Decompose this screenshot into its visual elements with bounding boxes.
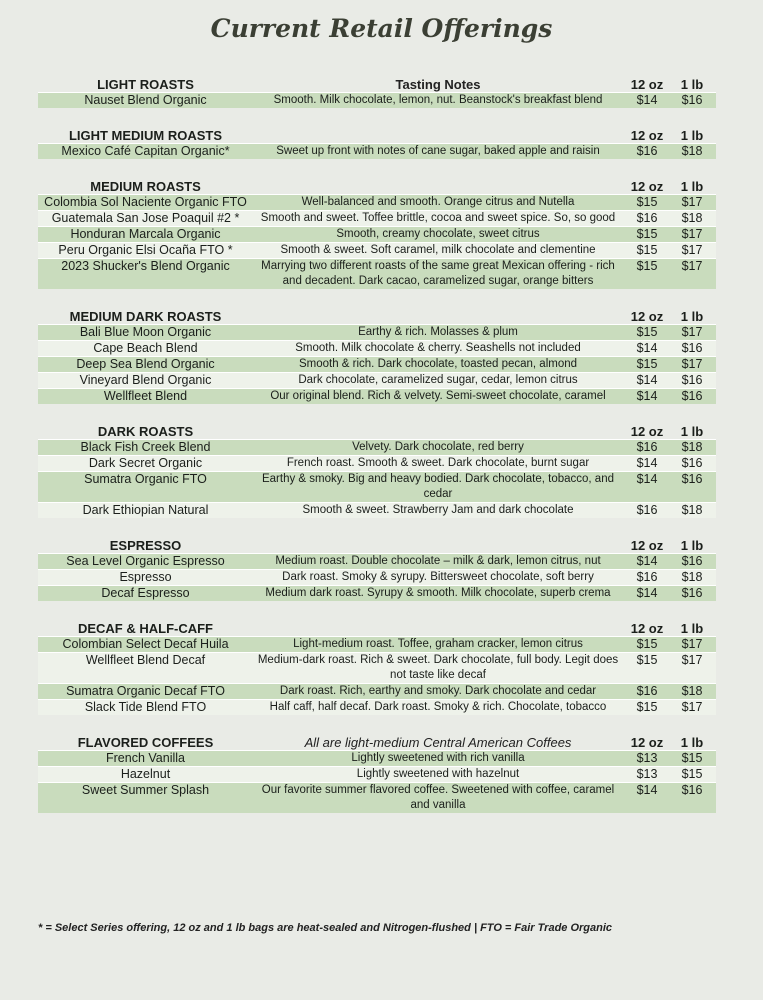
price-1lb: $17: [681, 637, 703, 651]
section-title: ESPRESSO: [109, 538, 182, 553]
coffee-name: Bali Blue Moon Organic: [79, 325, 212, 339]
menu-item-row: [38, 652, 716, 683]
menu-item-row: [38, 569, 716, 585]
menu-item-row: [38, 455, 716, 471]
section-note: All are light-medium Central American Coffees: [304, 735, 572, 750]
price-12oz: $14: [636, 472, 658, 486]
tasting-notes: French roast. Smooth & sweet. Dark chocolate, burnt sugar: [286, 457, 590, 469]
tasting-notes: Dark roast. Rich, earthy and smoky. Dark chocolate and cedar: [279, 685, 597, 697]
tasting-notes: Smooth. Milk chocolate & cherry. Seashells not included: [295, 342, 581, 354]
menu-section: [38, 732, 716, 813]
coffee-name: Sumatra Organic Decaf FTO: [66, 684, 225, 698]
size-1lb-header: 1 lb: [680, 538, 704, 553]
price-1lb: $16: [681, 783, 703, 797]
tasting-notes: Dark chocolate, caramelized sugar, cedar, lemon citrus: [298, 374, 578, 386]
menu-item-row: [38, 143, 716, 159]
size-1lb-header: 1 lb: [680, 77, 704, 92]
section-title: DARK ROASTS: [97, 424, 194, 439]
price-12oz: $15: [636, 259, 658, 273]
tasting-notes: Smooth. Milk chocolate, lemon, nut. Beanstock's breakfast blend: [273, 94, 603, 106]
menu-item-row: [38, 226, 716, 242]
price-1lb: $17: [681, 357, 703, 371]
price-1lb: $16: [681, 389, 703, 403]
coffee-name: Dark Ethiopian Natural: [82, 503, 209, 517]
price-12oz: $14: [636, 341, 658, 355]
menu-section: [38, 125, 716, 159]
section-header: [38, 732, 716, 750]
tasting-notes: Velvety. Dark chocolate, red berry: [352, 441, 524, 453]
price-12oz: $16: [636, 570, 658, 584]
menu-item-row: [38, 210, 716, 226]
size-12oz-header: 12 oz: [630, 735, 664, 750]
tasting-notes: Light-medium roast. Toffee, graham cracker, lemon citrus: [293, 638, 583, 650]
price-12oz: $16: [636, 503, 658, 517]
coffee-name: Honduran Marcala Organic: [70, 227, 221, 241]
menu-item-row: [38, 340, 716, 356]
price-12oz: $13: [636, 767, 658, 781]
tasting-notes: Our favorite summer flavored coffee. Sweetened with coffee, caramel and vanilla: [261, 784, 615, 811]
section-header: [38, 125, 716, 143]
menu-item-row: [38, 502, 716, 518]
menu-item-row: [38, 699, 716, 715]
tasting-notes: Lightly sweetened with hazelnut: [356, 768, 520, 780]
price-12oz: $13: [636, 751, 658, 765]
section-header: [38, 535, 716, 553]
menu-item-row: [38, 782, 716, 813]
price-12oz: $16: [636, 684, 658, 698]
menu-item-row: [38, 242, 716, 258]
price-1lb: $17: [681, 325, 703, 339]
coffee-name: Hazelnut: [120, 767, 171, 781]
page-title: Current Retail Offerings: [210, 14, 553, 43]
price-1lb: $15: [681, 751, 703, 765]
section-title: FLAVORED COFFEES: [77, 735, 214, 750]
coffee-name: French Vanilla: [106, 751, 185, 765]
tasting-notes: Medium-dark roast. Rich & sweet. Dark chocolate, full body. Legit does not taste like decaf: [257, 654, 619, 681]
menu-section: [38, 176, 716, 289]
section-header: [38, 618, 716, 636]
price-12oz: $15: [636, 227, 658, 241]
tasting-notes: Smooth & sweet. Strawberry Jam and dark chocolate: [302, 504, 574, 516]
menu-item-row: [38, 92, 716, 108]
coffee-name: Deep Sea Blend Organic: [76, 357, 215, 371]
price-1lb: $18: [681, 684, 703, 698]
price-12oz: $15: [636, 653, 658, 667]
menu-item-row: [38, 471, 716, 502]
price-1lb: $16: [681, 456, 703, 470]
price-12oz: $14: [636, 783, 658, 797]
coffee-name: Nauset Blend Organic: [84, 93, 207, 107]
menu-item-row: [38, 439, 716, 455]
coffee-name: Colombian Select Decaf Huila: [62, 637, 229, 651]
coffee-name: Colombia Sol Naciente Organic FTO: [44, 195, 247, 209]
coffee-name: 2023 Shucker's Blend Organic: [61, 259, 230, 273]
tasting-notes: Smooth and sweet. Toffee brittle, cocoa and sweet spice. So, so good: [260, 212, 616, 224]
coffee-name: Decaf Espresso: [101, 586, 190, 600]
price-1lb: $15: [681, 767, 703, 781]
coffee-name: Black Fish Creek Blend: [80, 440, 211, 454]
price-1lb: $18: [681, 440, 703, 454]
price-1lb: $16: [681, 341, 703, 355]
section-title: LIGHT ROASTS: [97, 77, 194, 92]
price-12oz: $16: [636, 211, 658, 225]
menu-item-row: [38, 258, 716, 289]
section-title: LIGHT MEDIUM ROASTS: [68, 128, 223, 143]
price-12oz: $15: [636, 700, 658, 714]
coffee-name: Cape Beach Blend: [93, 341, 198, 355]
menu-section: [38, 535, 716, 601]
coffee-name: Sea Level Organic Espresso: [66, 554, 225, 568]
price-1lb: $18: [681, 144, 703, 158]
section-header: [38, 306, 716, 324]
size-1lb-header: 1 lb: [680, 424, 704, 439]
price-1lb: $16: [681, 93, 703, 107]
tasting-notes: Earthy & rich. Molasses & plum: [358, 326, 518, 338]
section-header: [38, 176, 716, 194]
menu-item-row: [38, 766, 716, 782]
tasting-notes: Marrying two different roasts of the same great Mexican offering - rich and decadent. Dark cacao, caramelized sugar, orange bitters: [261, 260, 615, 287]
size-12oz-header: 12 oz: [630, 128, 664, 143]
menu-item-row: [38, 585, 716, 601]
menu-item-row: [38, 372, 716, 388]
tasting-notes: Well-balanced and smooth. Orange citrus and Nutella: [301, 196, 575, 208]
size-12oz-header: 12 oz: [630, 179, 664, 194]
price-1lb: $18: [681, 503, 703, 517]
price-1lb: $17: [681, 653, 703, 667]
tasting-notes: Medium roast. Double chocolate – milk & dark, lemon citrus, nut: [275, 555, 601, 567]
price-1lb: $16: [681, 554, 703, 568]
tasting-notes: Sweet up front with notes of cane sugar, baked apple and raisin: [276, 145, 600, 157]
price-12oz: $16: [636, 144, 658, 158]
menu-sheet: [38, 74, 716, 830]
menu-item-row: [38, 636, 716, 652]
tasting-notes: Smooth, creamy chocolate, sweet citrus: [336, 228, 540, 240]
price-12oz: $14: [636, 586, 658, 600]
price-12oz: $14: [636, 554, 658, 568]
price-12oz: $16: [636, 440, 658, 454]
coffee-name: Espresso: [119, 570, 172, 584]
menu-item-row: [38, 324, 716, 340]
size-12oz-header: 12 oz: [630, 309, 664, 324]
size-1lb-header: 1 lb: [680, 621, 704, 636]
tasting-notes: Our original blend. Rich & velvety. Semi-sweet chocolate, caramel: [270, 390, 606, 402]
coffee-name: Guatemala San Jose Poaquil #2 *: [51, 211, 240, 225]
coffee-name: Sumatra Organic FTO: [84, 472, 207, 486]
menu-item-row: [38, 750, 716, 766]
size-1lb-header: 1 lb: [680, 309, 704, 324]
size-1lb-header: 1 lb: [680, 128, 704, 143]
tasting-notes: Dark roast. Smoky & syrupy. Bittersweet chocolate, soft berry: [282, 571, 594, 583]
menu-item-row: [38, 194, 716, 210]
section-note: Tasting Notes: [395, 77, 481, 92]
price-1lb: $17: [681, 700, 703, 714]
menu-section: [38, 618, 716, 715]
section-title: DECAF & HALF-CAFF: [77, 621, 214, 636]
coffee-name: Peru Organic Elsi Ocaña FTO *: [58, 243, 233, 257]
coffee-name: Dark Secret Organic: [88, 456, 203, 470]
size-12oz-header: 12 oz: [630, 621, 664, 636]
price-12oz: $14: [636, 456, 658, 470]
size-12oz-header: 12 oz: [630, 424, 664, 439]
price-12oz: $15: [636, 325, 658, 339]
size-1lb-header: 1 lb: [680, 735, 704, 750]
size-12oz-header: 12 oz: [630, 538, 664, 553]
price-1lb: $17: [681, 243, 703, 257]
price-1lb: $17: [681, 195, 703, 209]
coffee-name: Wellfleet Blend Decaf: [85, 653, 206, 667]
section-title: MEDIUM ROASTS: [90, 179, 201, 194]
price-12oz: $14: [636, 93, 658, 107]
menu-item-row: [38, 388, 716, 404]
price-1lb: $18: [681, 570, 703, 584]
coffee-name: Slack Tide Blend FTO: [84, 700, 207, 714]
coffee-name: Sweet Summer Splash: [81, 783, 210, 797]
tasting-notes: Smooth & sweet. Soft caramel, milk chocolate and clementine: [280, 244, 596, 256]
price-12oz: $15: [636, 243, 658, 257]
price-1lb: $17: [681, 259, 703, 273]
coffee-name: Vineyard Blend Organic: [79, 373, 212, 387]
size-12oz-header: 12 oz: [630, 77, 664, 92]
section-header: [38, 74, 716, 92]
menu-item-row: [38, 553, 716, 569]
menu-item-row: [38, 356, 716, 372]
coffee-name: Mexico Café Capitan Organic*: [61, 144, 230, 158]
price-1lb: $16: [681, 472, 703, 486]
menu-section: [38, 74, 716, 108]
tasting-notes: Half caff, half decaf. Dark roast. Smoky & rich. Chocolate, tobacco: [269, 701, 607, 713]
coffee-name: Wellfleet Blend: [103, 389, 188, 403]
tasting-notes: Lightly sweetened with rich vanilla: [351, 752, 525, 764]
price-1lb: $16: [681, 373, 703, 387]
tasting-notes: Smooth & rich. Dark chocolate, toasted pecan, almond: [298, 358, 578, 370]
price-12oz: $14: [636, 389, 658, 403]
tasting-notes: Medium dark roast. Syrupy & smooth. Milk chocolate, superb crema: [265, 587, 611, 599]
menu-section: [38, 421, 716, 518]
menu-section: [38, 306, 716, 404]
price-12oz: $15: [636, 195, 658, 209]
price-1lb: $17: [681, 227, 703, 241]
tasting-notes: Earthy & smoky. Big and heavy bodied. Dark chocolate, tobacco, and cedar: [261, 473, 614, 500]
price-12oz: $15: [636, 357, 658, 371]
price-12oz: $15: [636, 637, 658, 651]
price-1lb: $16: [681, 586, 703, 600]
size-1lb-header: 1 lb: [680, 179, 704, 194]
menu-item-row: [38, 683, 716, 699]
section-header: [38, 421, 716, 439]
section-title: MEDIUM DARK ROASTS: [69, 309, 222, 324]
price-1lb: $18: [681, 211, 703, 225]
footnote: * = Select Series offering, 12 oz and 1 lb bags are heat-sealed and Nitrogen-flushed | FTO = Fair Trade Organic: [38, 922, 613, 934]
price-12oz: $14: [636, 373, 658, 387]
